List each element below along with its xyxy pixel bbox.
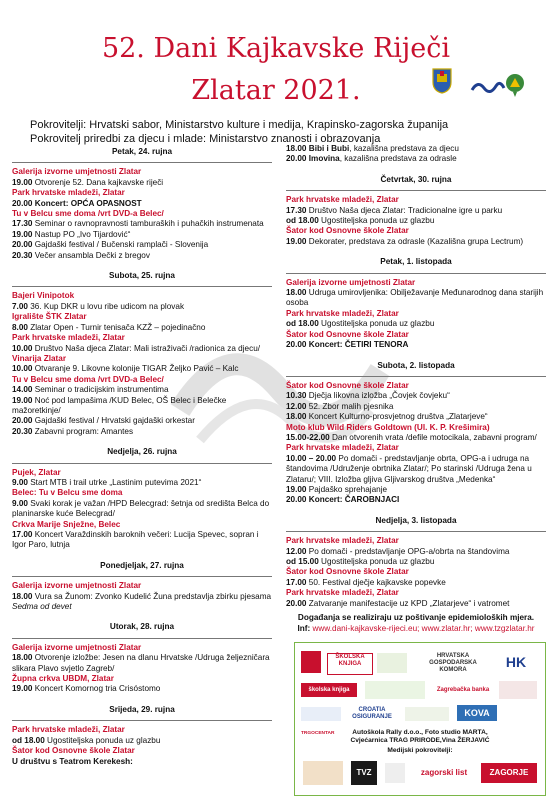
venue: Park hrvatske mladeži, Zlatar [12, 725, 125, 735]
event: 18.00 Otvorenje izložbe: Jesen na dlanu Hrvatske /Udruga željezničara slikara Plavo svjetlo Zagreb/ [12, 653, 270, 673]
divider [12, 576, 272, 577]
sponsor-logo: ZAGORJE [481, 763, 537, 783]
sponsor-logo: TVZ [351, 761, 377, 785]
event: 19.00 Dekorater, predstava za odrasle (Kazališna grupa Lectrum) [286, 236, 524, 246]
event: 20.30 Večer ansambla Dečki z bregov [12, 250, 150, 260]
event: 8.00 Zlatar Open - Turnir tenisača KZŽ – pojedinačno [12, 322, 206, 332]
epidemiological-notice [286, 613, 546, 634]
event: 15.00-22.00 Dan otvorenih vrata /defile motocikala, zabavni program/ [286, 432, 537, 442]
event: 20.00 Gajdaški festival / Hrvatski gajdaški orkestar [12, 416, 195, 426]
venue: Park hrvatske mladeži, Zlatar [286, 308, 399, 318]
festival-title: 52. Dani Kajkavske Riječi [101, 33, 451, 64]
venue: Galerija izvorne umjetnosti Zlatar [12, 642, 142, 652]
sponsor-logo: CROATIA OSIGURANJE [352, 707, 392, 720]
event: 10.30 Dječja likovna izložba „Čovjek čovjeku“ [286, 391, 450, 401]
sponsors-line: Pokrovitelji: Hrvatski sabor, Ministarstvo kulture i medija, Krapinsko-zagorska županija [30, 119, 449, 131]
venue: Igralište ŠTK Zlatar [12, 312, 87, 322]
divider [12, 162, 272, 163]
event: 18.00 Koncert Kulturno-prosvjetnog društva „Zlatarjeve“ [286, 412, 488, 422]
sponsors-line: Pokrovitelj priredbi za djecu i mlade: Ministarstvo znanosti i obrazovanja [30, 133, 381, 145]
event: od 15.00 Ugostiteljska ponuda uz glazbu [286, 557, 435, 566]
sponsor-logo: zagorski list [420, 768, 468, 777]
event: 10.00 Društvo Naša djeca Zlatar: Mali istraživači /radionica za djecu/ [12, 343, 261, 353]
event: 20.00 Koncert: ČAROBNJACI [286, 495, 400, 505]
program-right-column [286, 144, 546, 609]
venue: Park hrvatske mladeži, Zlatar [12, 188, 125, 198]
venue: Šator kod Osnovne škole Zlatar [12, 746, 135, 756]
day-header: Nedjelja, 26. rujna [107, 447, 177, 457]
event: 12.00 52. Zbor malih pjesnika [286, 401, 394, 411]
sponsor-names: Autoškola Rally d.o.o., Foto studio MARTA, [352, 729, 488, 736]
day-header: Ponedjeljak, 27. rujna [100, 560, 184, 570]
divider [286, 273, 546, 274]
notice-text: Događanja se realiziraju uz poštivanje epidemioloških mjera. [297, 613, 535, 622]
divider [286, 190, 546, 191]
venue: Park hrvatske mladeži, Zlatar [286, 536, 399, 546]
sponsor-logo: HK [505, 654, 527, 670]
event: 20.00 Koncert: OPĆA OPASNOST [12, 198, 142, 208]
event: 9.00 Start MTB i trail utrke „Lastinim putevima 2021“ [12, 477, 202, 487]
sponsor-logo: HRVATSKA GOSPODARSKA KOMORA [429, 653, 477, 673]
event: 19.00 Otvorenje 52. Dana kajkavske riječi [12, 177, 164, 187]
event: 20.00 Zatvaranje manifestacije uz KPD „Zlatarjeve“ i vatromet [286, 598, 510, 608]
venue: Belec: Tu v Belcu sme doma [12, 488, 123, 498]
day-header: Nedjelja, 3. listopada [375, 515, 457, 525]
venue: Galerija izvorne umjetnosti Zlatar [286, 277, 416, 287]
event: 17.00 Koncert Varaždinskih baroknih večeri: Lucija Spevec, sopran i Igor Paro, lutnja [12, 530, 259, 550]
sponsor-logo-image [499, 681, 537, 699]
event: 17.30 Društvo Naša djeca Zlatar: Tradicionalne igre u parku [286, 205, 503, 215]
day-header: Utorak, 28. rujna [109, 622, 175, 632]
venue: Šator kod Osnovne škole Zlatar [286, 567, 409, 577]
venue: Tu v Belcu sme doma /vrt DVD-a Belec/ [12, 374, 164, 384]
event: 18.00 Udruga umirovljenika: Obilježavanje Međunarodnog dana starijih osoba [286, 288, 544, 308]
sponsor-logo-image [377, 653, 407, 673]
sponsor-logo: KOVA [457, 705, 497, 721]
sponsor-logo-image [303, 761, 343, 785]
event: 12.00 Po domači - predstavljanje OPG-a/obrta na štandovima [286, 546, 510, 556]
venue: Crkva Marije Snježne, Belec [12, 519, 121, 529]
media-sponsors-label: Medijski pokrovitelji: [387, 747, 453, 754]
event: 18.00 Bibi i Bubi, kazališna predstava za djecu [286, 144, 459, 153]
event: 18.00 Vura sa Žunom: Zvonko Kudelić Žuna predstavlja zbirku pjesama Sedma od devet [12, 591, 272, 612]
day-header: Subota, 25. rujna [109, 271, 175, 281]
day-header: Četvrtak, 30. rujna [380, 174, 452, 184]
day-header: Petak, 24. rujna [111, 147, 173, 156]
sponsor-logo-image [301, 707, 341, 721]
venue: Šator kod Osnovne škole Zlatar [286, 329, 409, 339]
event: U društvu s Teatrom Kerekesh: [12, 756, 133, 766]
event: 19.00 Nastup PO „Ivo Tijardović“ [12, 229, 131, 239]
sponsor-logo: Zagrebačka banka [436, 687, 490, 693]
event: 19.00 Koncert Komornog tria Crisóstomo [12, 684, 161, 694]
venue: Park hrvatske mladeži, Zlatar [286, 588, 399, 598]
venue: Galerija izvorne umjetnosti Zlatar [12, 167, 142, 177]
divider [12, 463, 272, 464]
sponsor-logo: TRGOCENTAR [301, 731, 335, 736]
venue: Župna crkva UBDM, Zlatar [12, 674, 114, 684]
coat-of-arms-icon [432, 68, 452, 94]
event: 10.00 – 20.00 Po domači - predstavljanje obrta, OPG-a i udruga na štandovima /Udruženje obrtnika Zlatar/; Po starinski /Udruga žena u Zlataru/; VIII. Izložba gljiva Gljivarskog društva „Medenka“ [286, 453, 532, 484]
venue: Pujek, Zlatar [12, 467, 61, 477]
venue: Park hrvatske mladeži, Zlatar [286, 195, 399, 205]
divider [12, 286, 272, 287]
sponsor-logo-image [385, 763, 405, 783]
venue: Šator kod Osnovne škole Zlatar [286, 380, 409, 390]
divider [12, 638, 272, 639]
event: od 18.00 Ugostiteljska ponuda uz glazbu [286, 216, 435, 226]
event: 20.30 Zabavni program: Amantes [12, 426, 134, 436]
event: 14.00 Seminar o tradicijskim instrumentima [12, 385, 169, 395]
day-header: Subota, 2. listopada [377, 360, 455, 370]
sponsor-logo-image [405, 707, 449, 721]
sponsor-logos-box [294, 642, 546, 796]
sponsor-logo: školska knjiga [301, 683, 357, 697]
event: 7.00 36. Kup DKR u lovu ribe udicom na plovak [12, 301, 185, 311]
venue: Tu v Belcu sme doma /vrt DVD-a Belec/ [12, 209, 164, 219]
venue: Šator kod Osnovne škole Zlatar [286, 226, 409, 236]
sponsor-logo-image [365, 681, 425, 699]
sponsors-block [30, 118, 530, 146]
venue: Park hrvatske mladeži, Zlatar [286, 443, 399, 453]
divider [12, 720, 272, 721]
venue: Park hrvatske mladeži, Zlatar [12, 333, 125, 343]
event: 20.00 Gajdaški festival / Bučenski ramplači - Slovenija [12, 240, 209, 250]
event: 19.00 Pajdaško sprehajanje [286, 484, 388, 494]
venue: Moto klub Wild Riders Goldtown (Ul. K. P. Krešimira) [286, 422, 490, 432]
divider [286, 531, 546, 532]
event: 17.00 50. Festival dječje kajkavske popevke [286, 577, 446, 587]
sponsor-names: Cvjećarnica TRAG PRIRODE,Vina ŽERJAVIĆ [350, 737, 490, 744]
sponsor-logo: ŠKOLSKA KNJIGA [327, 653, 373, 675]
venue: Bajeri Vinipotok [12, 291, 75, 301]
program-left-column [12, 144, 272, 767]
event: od 18.00 Ugostiteljska ponuda uz glazbu [286, 319, 435, 329]
event: 20.00 Koncert: ČETIRI TENORA [286, 340, 409, 350]
venue: Galerija izvorne umjetnosti Zlatar [12, 581, 142, 591]
divider [286, 376, 546, 377]
festival-subtitle: Zlatar 2021. [191, 75, 361, 106]
website-links: Inf: www.dani-kajkavske-rijeci.eu; www.zlatar.hr; www.tzgzlatar.hr [297, 623, 535, 633]
venue: Vinarija Zlatar [12, 353, 67, 363]
event: 9.00 Svaki korak je važan /HPD Belecgrad: šetnja od središta Belca do planinarske kuće Belecgrad/ [12, 498, 270, 519]
logo-mark [301, 651, 321, 673]
event: 19.00 Noć pod lampašima /KUD Belec, OŠ Belec i Belečke mažoretkinje/ [12, 395, 227, 415]
event: 20.00 Imovina, kazališna predstava za odrasle [286, 154, 457, 164]
day-header: Srijeda, 29. rujna [109, 704, 175, 714]
festival-logo-icon [470, 72, 526, 98]
event: 10.00 Otvaranje 9. Likovne kolonije TIGAR Željko Pavić – Kalc [12, 364, 239, 374]
event: 17.30 Seminar o ravnopravnosti tamburaških i puhačkih instrumenata [12, 219, 264, 229]
day-header: Petak, 1. listopada [380, 257, 452, 267]
event: od 18.00 Ugostiteljska ponuda uz glazbu [12, 735, 161, 745]
